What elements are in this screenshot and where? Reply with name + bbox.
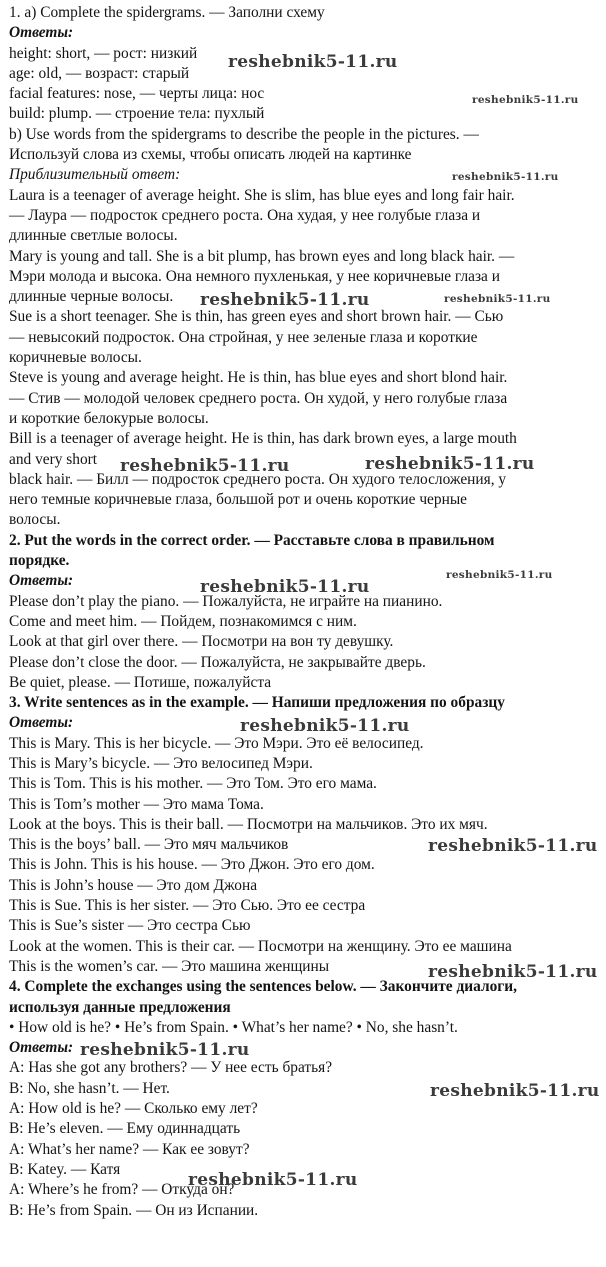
watermark: reshebnik5-11.ru [472,94,579,106]
text-line: This is the boys’ ball. — Это мяч мальчиков [9,836,289,854]
text-line: Используй слова из схемы, чтобы описать людей на картинке [9,146,412,164]
text-line: Look at the boys. This is their ball. — Посмотри на мальчиков. Это их мяч. [9,815,488,833]
watermark: reshebnik5-11.ru [430,1081,600,1101]
text-line: волосы. [9,511,61,529]
watermark: reshebnik5-11.ru [446,569,553,581]
text-line: Laura is a teenager of average height. She is slim, has blue eyes and long fair hair. [9,186,515,204]
text-line: Приблизительный ответ: [9,166,181,184]
document-body [9,3,601,1221]
text-line: This is John’s house — Это дом Джона [9,876,258,894]
text-line: Mary is young and tall. She is a bit plump, has brown eyes and long black hair. — [9,247,515,265]
text-line: A: Where’s he from? — Откуда он? [9,1181,235,1199]
text-line: and very short [9,450,98,468]
text-line: This is Mary. This is her bicycle. — Это Мэри. Это её велосипед. [9,734,424,752]
text-line: A: What’s her name? — Как ее зовут? [9,1140,250,1158]
text-line: black hair. — Билл — подросток среднего роста. Он худого телосложения, у [9,470,507,488]
watermark: reshebnik5-11.ru [365,454,535,474]
text-line: Look at the women. This is their car. — Посмотри на женщину. Это ее машина [9,937,512,955]
text-line: и короткие белокурые волосы. [9,409,209,427]
text-line: длинные светлые волосы. [9,227,178,245]
text-line: длинные черные волосы. [9,288,174,306]
text-line: 1. a) Complete the spidergrams. — Заполни схему [9,4,325,21]
text-line: Come and meet him. — Пойдем, познакомимся с ним. [9,612,357,630]
text-line: age: old, — возраст: старый [9,64,190,82]
text-line: B: No, she hasn’t. — Нет. [9,1079,170,1097]
text-line: Be quiet, please. — Потише, пожалуйста [9,673,272,691]
watermark: reshebnik5-11.ru [428,836,598,856]
text-line: Please don’t close the door. — Пожалуйста, не закрывайте дверь. [9,653,426,671]
text-line: него темные коричневые глаза, большой рот и очень короткие черные [9,491,467,509]
text-line: 3. Write sentences as in the example. — Напиши предложения по образцу [9,694,505,712]
text-line: 4. Complete the exchanges using the sentences below. — Закончите диалоги, [9,978,517,996]
text-line: Ответы: [9,1039,74,1057]
watermark: reshebnik5-11.ru [188,1170,358,1190]
text-line: коричневые волосы. [9,349,142,367]
watermark: reshebnik5-11.ru [200,290,370,310]
watermark: reshebnik5-11.ru [80,1040,250,1060]
text-line: facial features: nose, — черты лица: нос [9,85,265,103]
text-line: Please don’t play the piano. — Пожалуйста, не играйте на пианино. [9,592,443,610]
watermark: reshebnik5-11.ru [120,456,290,476]
text-line: This is the women’s car. — Это машина женщины [9,957,330,975]
text-line: This is Tom. This is his mother. — Это Том. Это его мама. [9,775,377,793]
text-line: A: How old is he? — Сколько ему лет? [9,1100,258,1118]
text-line: Steve is young and average height. He is thin, has blue eyes and short blond hair. [9,369,508,387]
watermark: reshebnik5-11.ru [200,577,370,597]
watermark: reshebnik5-11.ru [452,171,559,183]
text-line: b) Use words from the spidergrams to describe the people in the pictures. — [9,125,479,143]
text-line: — невысокий подросток. Она стройная, у нее зеленые глаза и короткие [9,328,478,346]
text-line: — Стив — молодой человек среднего роста. Он худой, у него голубые глаза [9,389,508,407]
watermark: reshebnik5-11.ru [240,716,410,736]
text-line: build: plump. — строение тела: пухлый [9,105,265,123]
text-line: Ответы: [9,572,74,590]
text-line: B: Katey. — Катя [9,1160,121,1178]
text-line: This is John. This is his house. — Это Джон. Это его дом. [9,856,375,874]
text-line: Bill is a teenager of average height. He is thin, has dark brown eyes, a large mouth [9,430,517,448]
text-line: This is Tom’s mother — Это мама Тома. [9,795,264,813]
text-line: Мэри молода и высока. Она немного пухленькая, у нее коричневые глаза и [9,267,500,285]
text-line: Ответы: [9,714,74,732]
text-line: Sue is a short teenager. She is thin, has green eyes and short brown hair. — Сью [9,308,504,326]
document-page [9,3,601,1221]
text-line: используя данные предложения [9,998,231,1016]
text-line: Look at that girl over there. — Посмотри на вон ту девушку. [9,633,394,651]
text-line: This is Sue. This is her sister. — Это Сью. Это ее сестра [9,897,366,915]
watermark: reshebnik5-11.ru [428,962,598,982]
text-line: B: He’s from Spain. — Он из Испании. [9,1201,259,1219]
watermark: reshebnik5-11.ru [228,52,398,72]
text-line: 2. Put the words in the correct order. — Расставьте слова в правильном [9,531,495,549]
text-line: порядке. [9,552,70,570]
watermark: reshebnik5-11.ru [444,293,551,305]
text-line: — Лаура — подросток среднего роста. Она худая, у нее голубые глаза и [9,206,481,224]
text-line: height: short, — рост: низкий [9,44,198,62]
text-line: This is Mary’s bicycle. — Это велосипед Мэри. [9,754,313,772]
text-line: This is Sue’s sister — Это сестра Сью [9,917,251,935]
text-line: A: Has she got any brothers? — У нее есть братья? [9,1059,333,1077]
text-line: • How old is he? • He’s from Spain. • What’s her name? • No, she hasn’t. [9,1018,458,1036]
text-line: Ответы: [9,24,74,42]
text-line: B: He’s eleven. — Ему одиннадцать [9,1120,241,1138]
